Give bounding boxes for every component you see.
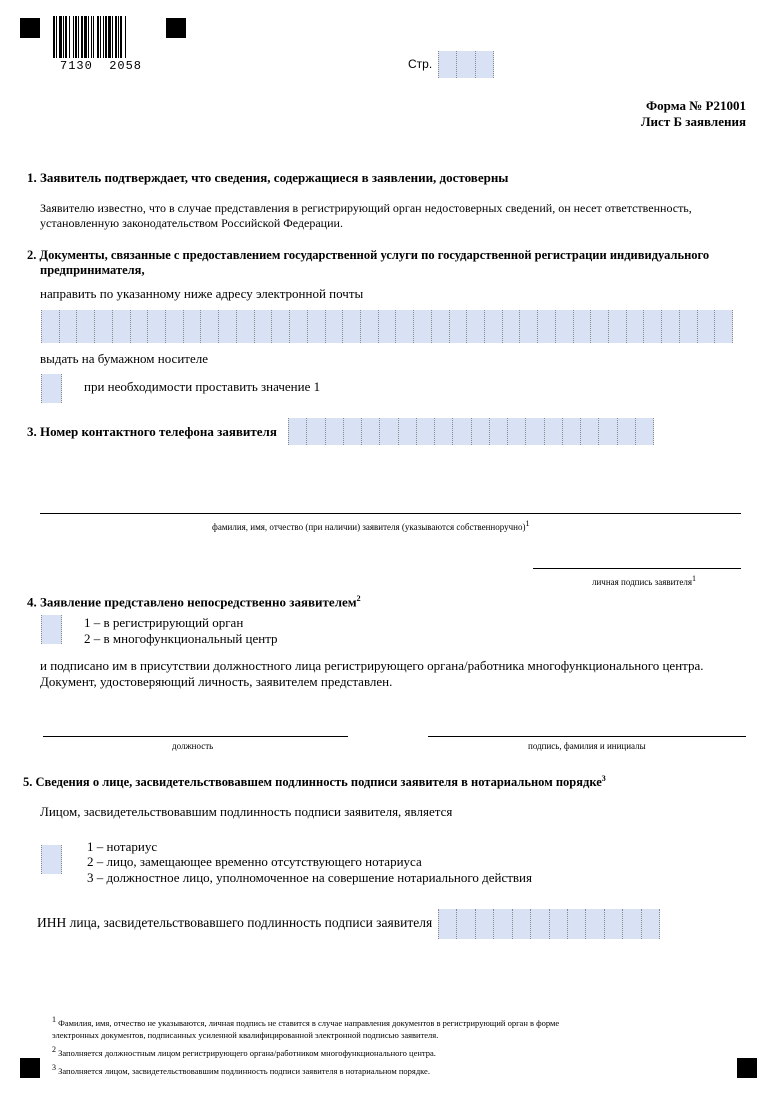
field-cell[interactable] [76, 310, 95, 343]
position-caption: должность [172, 741, 214, 751]
section5-option2: 2 – лицо, замещающее временно отсутствующего нотариуса [87, 854, 422, 869]
field-cell[interactable] [604, 909, 623, 939]
footnote-3 [52, 1062, 430, 1077]
name-caption-text: фамилия, имя, отчество (при наличии) заявителя (указываются собственноручно) [212, 522, 526, 532]
field-cell[interactable] [585, 909, 604, 939]
paper-label: выдать на бумажном носителе [40, 351, 208, 366]
field-cell[interactable] [130, 310, 149, 343]
section4-option1: 1 – в регистрирующий орган [84, 615, 244, 630]
barcode-bar [125, 16, 126, 58]
field-cell[interactable] [41, 374, 62, 403]
section4-text-line1: и подписано им в присутствии должностного лица регистрирующего органа/работника многофункционального центра. [40, 658, 704, 673]
field-cell[interactable] [502, 310, 521, 343]
field-cell[interactable] [555, 310, 574, 343]
field-cell[interactable] [41, 845, 62, 874]
footnote-2 [52, 1044, 436, 1059]
sheet-title: Лист Б заявления [640, 114, 746, 129]
field-cell[interactable] [271, 310, 290, 343]
field-cell[interactable] [360, 310, 379, 343]
field-cell[interactable] [608, 310, 627, 343]
field-cell[interactable] [519, 310, 538, 343]
field-cell[interactable] [343, 418, 362, 445]
official-sign-line [428, 736, 746, 737]
phone-field[interactable] [288, 418, 654, 445]
section1-text-line1: Заявителю известно, что в случае представления в регистрирующий орган недостоверных сведений, он несет ответственность, [40, 201, 692, 215]
corner-marker-top-right [166, 18, 186, 38]
field-cell[interactable] [617, 418, 636, 445]
name-line [40, 513, 741, 514]
signature-caption [592, 574, 696, 587]
footnote-3-num: 3 [52, 1063, 56, 1072]
field-cell[interactable] [452, 418, 471, 445]
field-cell[interactable] [544, 418, 563, 445]
email-label: направить по указанному ниже адресу электронной почты [40, 286, 364, 301]
field-cell[interactable] [431, 310, 450, 343]
field-cell[interactable] [395, 310, 414, 343]
barcode [53, 16, 158, 58]
field-cell[interactable] [530, 909, 549, 939]
field-cell[interactable] [378, 310, 397, 343]
field-cell[interactable] [325, 418, 344, 445]
corner-marker-top-left [20, 18, 40, 38]
field-cell[interactable] [59, 310, 78, 343]
field-cell[interactable] [41, 310, 60, 343]
notary-type-field[interactable] [41, 845, 62, 874]
section1-text-line2: установленную законодательством Российской Федерации. [40, 216, 343, 230]
field-cell[interactable] [471, 418, 490, 445]
field-cell[interactable] [626, 310, 645, 343]
field-cell[interactable] [438, 909, 457, 939]
section5-option3: 3 – должностное лицо, уполномоченное на совершение нотариального действия [87, 870, 532, 885]
field-cell[interactable] [434, 418, 453, 445]
field-cell[interactable] [254, 310, 273, 343]
email-field[interactable] [41, 310, 733, 343]
field-cell[interactable] [580, 418, 599, 445]
field-cell[interactable] [573, 310, 592, 343]
field-cell[interactable] [489, 418, 508, 445]
field-cell[interactable] [112, 310, 131, 343]
footnote-2-num: 2 [52, 1045, 56, 1054]
field-cell[interactable] [94, 310, 113, 343]
field-cell[interactable] [288, 418, 307, 445]
field-cell[interactable] [413, 310, 432, 343]
name-caption [212, 519, 529, 532]
section5-heading [23, 771, 606, 790]
field-cell[interactable] [218, 310, 237, 343]
section4-heading-text: 4. Заявление представлено непосредственно заявителем [27, 594, 357, 610]
signature-caption-footnote: 1 [691, 574, 696, 583]
field-cell[interactable] [525, 418, 544, 445]
field-cell[interactable] [643, 310, 662, 343]
field-cell[interactable] [641, 909, 660, 939]
footnote-3-line1: Заполняется лицом, засвидетельствовавшим подлинность подписи заявителя в нотариальном порядке. [58, 1065, 430, 1076]
field-cell[interactable] [289, 310, 308, 343]
footnote-1-line2: электронных документов, подписанных усиленной квалифицированной электронной подписью заявителя. [52, 1029, 439, 1040]
field-cell[interactable] [361, 418, 380, 445]
corner-marker-bottom-right [737, 1058, 757, 1078]
field-cell[interactable] [456, 51, 475, 78]
field-cell[interactable] [484, 310, 503, 343]
field-cell[interactable] [493, 909, 512, 939]
footnote-1 [52, 1014, 724, 1041]
field-cell[interactable] [41, 615, 62, 644]
field-cell[interactable] [183, 310, 202, 343]
corner-marker-bottom-left [20, 1058, 40, 1078]
field-cell[interactable] [200, 310, 219, 343]
field-cell[interactable] [679, 310, 698, 343]
field-cell[interactable] [635, 418, 654, 445]
footnote-1-line1: Фамилия, имя, отчество не указываются, личная подпись не ставится в случае направления документов в регистрирующий орган в форме [58, 1017, 560, 1028]
field-cell[interactable] [598, 418, 617, 445]
field-cell[interactable] [449, 310, 468, 343]
signature-caption-text: личная подпись заявителя [592, 577, 692, 587]
signature-line [533, 568, 741, 569]
field-cell[interactable] [714, 310, 733, 343]
section2-heading-line1: 2. Документы, связанные с предоставлением государственной услуги по государственной регистрации индивидуального [27, 248, 710, 262]
field-cell[interactable] [147, 310, 166, 343]
section5-option1: 1 – нотариус [87, 839, 158, 854]
official-sign-caption: подпись, фамилия и инициалы [528, 741, 646, 751]
field-cell[interactable] [512, 909, 531, 939]
name-caption-footnote: 1 [525, 519, 530, 528]
field-cell[interactable] [325, 310, 344, 343]
field-cell[interactable] [165, 310, 184, 343]
field-cell[interactable] [307, 310, 326, 343]
submission-method-field[interactable] [41, 615, 62, 644]
field-cell[interactable] [306, 418, 325, 445]
field-cell[interactable] [398, 418, 417, 445]
field-cell[interactable] [475, 51, 494, 78]
field-cell[interactable] [466, 310, 485, 343]
field-cell[interactable] [475, 909, 494, 939]
field-cell[interactable] [590, 310, 609, 343]
field-cell[interactable] [567, 909, 586, 939]
section1-heading: 1. Заявитель подтверждает, что сведения, содержащиеся в заявлении, достоверны [27, 170, 509, 185]
section5-heading-footnote: 3 [601, 774, 606, 783]
position-line [43, 736, 348, 737]
field-cell[interactable] [379, 418, 398, 445]
field-cell[interactable] [456, 909, 475, 939]
field-cell[interactable] [549, 909, 568, 939]
section4-option2: 2 – в многофункциональный центр [84, 631, 278, 646]
section4-text-line2: Документ, удостоверяющий личность, заявителем представлен. [40, 674, 393, 689]
field-cell[interactable] [697, 310, 716, 343]
form-title: Форма № Р21001 [646, 98, 746, 113]
section4-heading-footnote: 2 [356, 594, 361, 603]
section5-heading-text: 5. Сведения о лице, засвидетельствовавшем подлинность подписи заявителя в нотариальном порядке [23, 775, 602, 790]
field-cell[interactable] [416, 418, 435, 445]
footnote-2-line1: Заполняется должностным лицом регистрирующего органа/работником многофункционального центра. [58, 1047, 436, 1058]
field-cell[interactable] [236, 310, 255, 343]
section3-heading: 3. Номер контактного телефона заявителя [27, 424, 277, 439]
field-cell[interactable] [622, 909, 641, 939]
field-cell[interactable] [661, 310, 680, 343]
inn-label: ИНН лица, засвидетельствовавшего подлинность подписи заявителя [37, 915, 433, 930]
field-cell[interactable] [507, 418, 526, 445]
inn-field[interactable] [438, 909, 660, 939]
field-cell[interactable] [562, 418, 581, 445]
page-number-field[interactable] [438, 51, 494, 78]
footnote-1-num: 1 [52, 1015, 56, 1024]
barcode-number: 7130 2058 [60, 59, 143, 73]
paper-hint: при необходимости проставить значение 1 [84, 379, 321, 394]
field-cell[interactable] [342, 310, 361, 343]
section2-heading-line2: предпринимателя, [40, 263, 145, 277]
section4-heading [27, 591, 361, 610]
section5-person-label: Лицом, засвидетельствовавшим подлинность подписи заявителя, является [40, 804, 453, 819]
field-cell[interactable] [537, 310, 556, 343]
field-cell[interactable] [438, 51, 457, 78]
paper-field[interactable] [41, 374, 62, 403]
page-label: Стр. [408, 57, 433, 71]
